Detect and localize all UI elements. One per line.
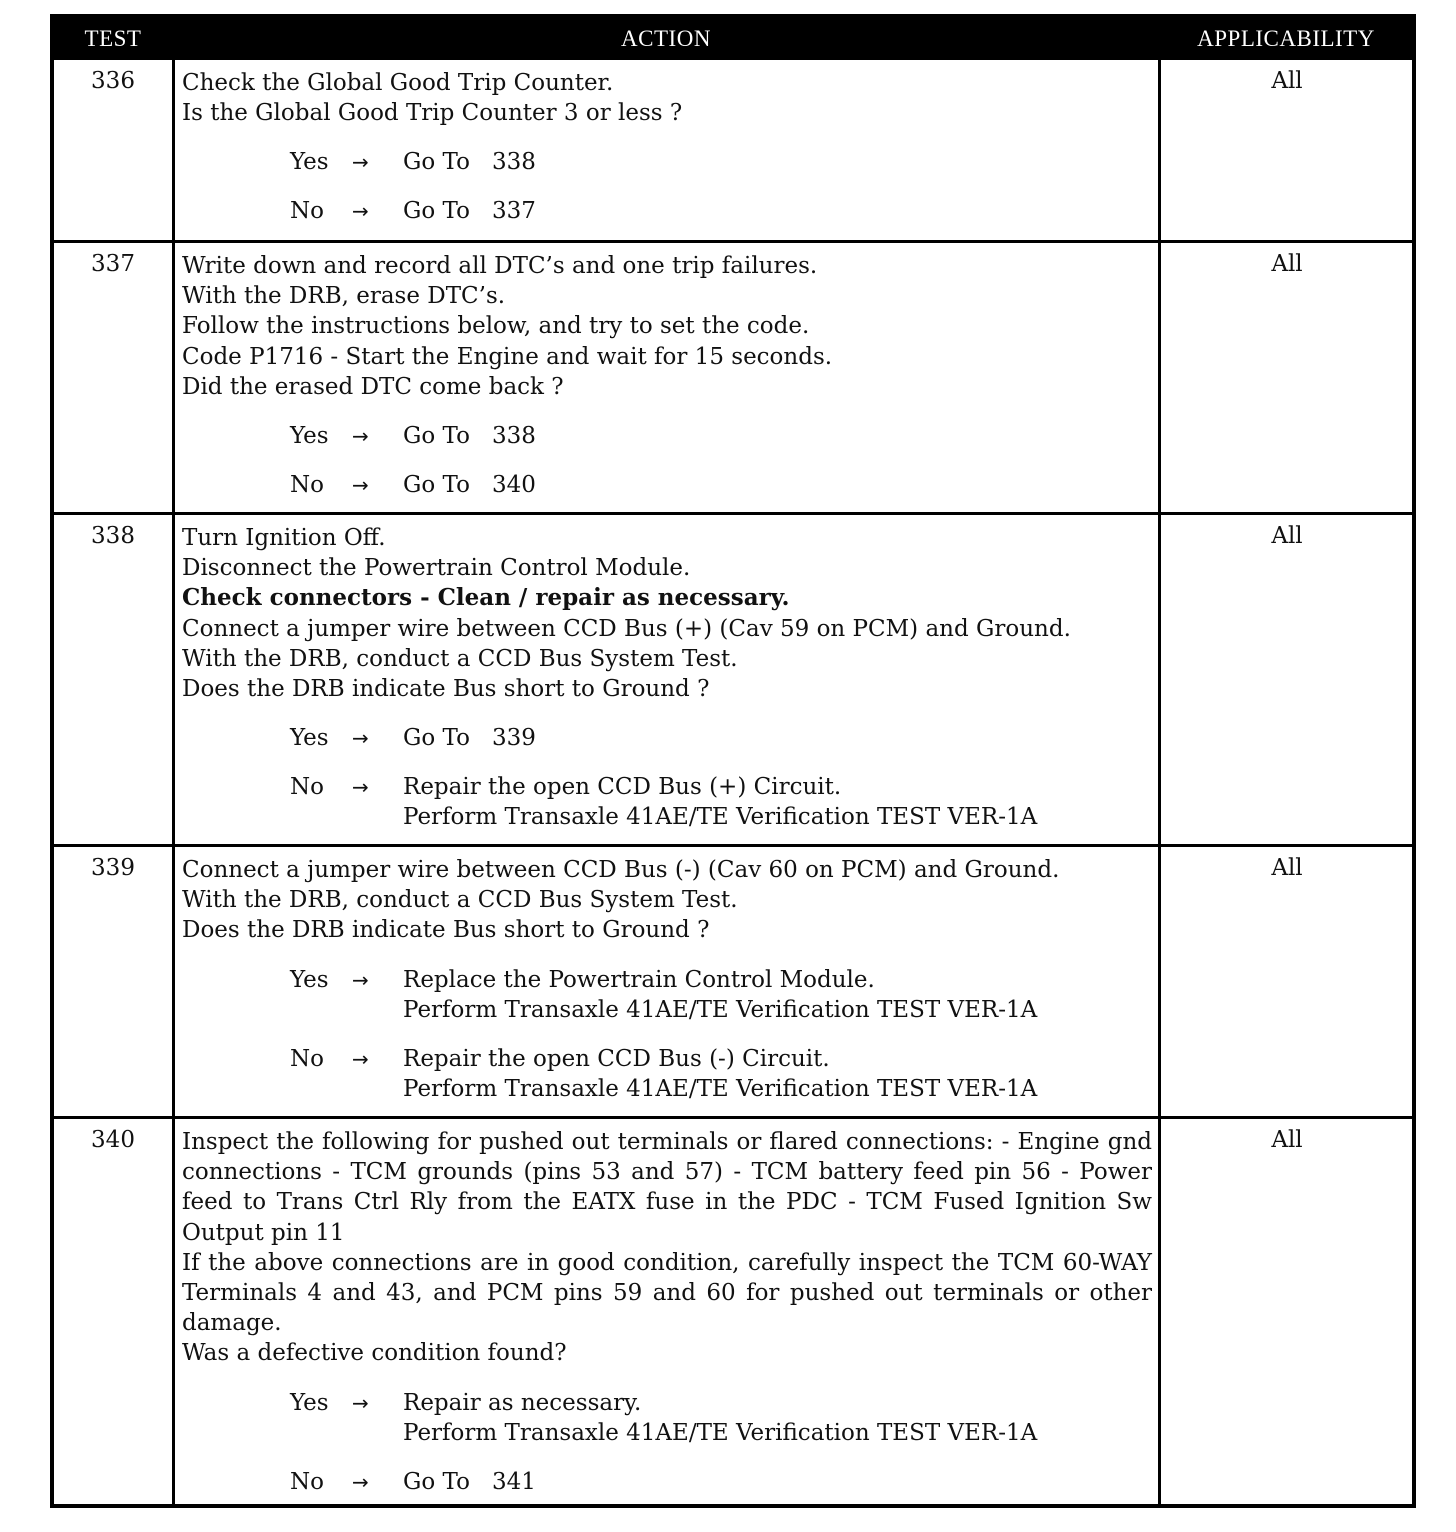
goto-text [403, 421, 536, 451]
action-line: Does the DRB indicate Bus short to Ground ? [182, 917, 710, 944]
action-line: With the DRB, conduct a CCD Bus System Test. [182, 887, 738, 914]
action-line: Was a defective condition found? [182, 1340, 567, 1367]
goto-target: 337 [491, 198, 536, 225]
yes-branch [182, 147, 1152, 177]
applicability-value: All [1271, 523, 1303, 549]
goto-text [403, 470, 536, 500]
action-line: With the DRB, conduct a CCD Bus System Test. [182, 645, 738, 672]
action-line: Follow the instructions below, and try to set the code. [182, 313, 810, 340]
action-cell [182, 68, 1152, 226]
action-cell [182, 251, 1152, 500]
goto-label: Go To [403, 725, 470, 752]
table-header [54, 18, 1412, 60]
no-label: No [290, 1045, 324, 1072]
column-header-action: ACTION [621, 26, 711, 51]
action-cell [182, 523, 1152, 832]
test-number: 340 [91, 1127, 135, 1153]
test-number: 336 [91, 68, 135, 94]
right-arrow-icon: → [352, 199, 369, 224]
table-row-336 [54, 60, 1412, 243]
action-line: Write down and record all DTC’s and one trip failures. [182, 253, 818, 279]
action-line: Connect a jumper wire between CCD Bus (-) (Cav 60 on PCM) and Ground. [182, 857, 1060, 883]
column-divider [172, 60, 175, 1504]
action-line: Code P1716 - Start the Engine and wait for 15 seconds. [182, 343, 833, 370]
no-branch [182, 1467, 1152, 1497]
right-arrow-icon: → [352, 775, 369, 800]
right-arrow-icon: → [352, 967, 369, 992]
right-arrow-icon: → [352, 424, 369, 449]
right-arrow-icon: → [352, 1469, 369, 1494]
yes-branch [182, 1388, 1152, 1448]
action-line: Disconnect the Powertrain Control Module. [182, 555, 691, 582]
yes-label: Yes [290, 149, 329, 176]
branch-text [403, 1388, 1037, 1448]
branch-line: Perform Transaxle 41AE/TE Verification TEST VER-1A [403, 1419, 1038, 1446]
branch-text [403, 1044, 1037, 1104]
goto-label: Go To [403, 1468, 470, 1495]
branch-line: Repair the open CCD Bus (-) Circuit. [403, 1045, 830, 1072]
action-line: Does the DRB indicate Bus short to Ground ? [182, 676, 710, 703]
no-label: No [290, 472, 324, 499]
yes-label: Yes [290, 423, 329, 450]
goto-text [403, 147, 536, 177]
no-branch [182, 470, 1152, 500]
right-arrow-icon: → [352, 150, 369, 175]
action-line: Connect a jumper wire between CCD Bus (+) (Cav 59 on PCM) and Ground. [182, 615, 1071, 642]
action-line: With the DRB, erase DTC’s. [182, 283, 506, 310]
table-row-340 [54, 1119, 1412, 1504]
action-line: Turn Ignition Off. [182, 525, 386, 551]
no-label: No [290, 1468, 324, 1495]
branch-text [403, 772, 1037, 832]
branch-line: Perform Transaxle 41AE/TE Verification TEST VER-1A [403, 996, 1038, 1023]
right-arrow-icon: → [352, 1390, 369, 1415]
goto-label: Go To [403, 423, 470, 450]
goto-label: Go To [403, 198, 470, 225]
branch-text [403, 965, 1037, 1025]
no-label: No [290, 198, 324, 225]
goto-label: Go To [403, 472, 470, 499]
right-arrow-icon: → [352, 1046, 369, 1071]
yes-label: Yes [290, 1389, 329, 1416]
action-paragraph: If the above connections are in good condition, carefully inspect the TCM 60-WAY Terminals 4 and 43, and PCM pins 59 and 60 for pushed out terminals or other damage. [182, 1249, 1152, 1337]
yes-label: Yes [290, 966, 329, 993]
goto-text [403, 196, 536, 226]
right-arrow-icon: → [352, 473, 369, 498]
goto-label: Go To [403, 149, 470, 176]
table-row-339 [54, 847, 1412, 1119]
goto-target: 338 [491, 423, 536, 450]
action-cell [182, 1127, 1152, 1497]
branch-line: Perform Transaxle 41AE/TE Verification TEST VER-1A [403, 1075, 1038, 1102]
action-cell [182, 855, 1152, 1104]
goto-target: 338 [491, 149, 536, 176]
column-divider [1158, 60, 1161, 1504]
applicability-value: All [1271, 251, 1303, 277]
applicability-value: All [1271, 68, 1303, 94]
yes-label: Yes [290, 725, 329, 752]
goto-target: 339 [491, 725, 536, 752]
goto-target: 341 [491, 1468, 536, 1495]
branch-line: Repair the open CCD Bus (+) Circuit. [403, 774, 842, 801]
test-number: 339 [91, 855, 135, 881]
action-line-bold: Check connectors - Clean / repair as necessary. [182, 584, 790, 612]
action-line: Check the Global Good Trip Counter. [182, 70, 614, 96]
branch-line: Repair as necessary. [403, 1389, 642, 1416]
action-paragraph: Inspect the following for pushed out terminals or flared connections: - Engine gnd connections - TCM grounds (pins 53 and 57) - TCM battery feed pin 56 - Power feed to Trans Ctrl Rly from the EATX fuse in the PDC - TCM Fused Ignition Sw Output pin 11 [182, 1129, 1152, 1246]
no-branch [182, 1044, 1152, 1104]
goto-text [403, 723, 536, 753]
applicability-value: All [1271, 1127, 1303, 1153]
no-branch [182, 772, 1152, 832]
no-branch [182, 196, 1152, 226]
test-number: 337 [91, 251, 135, 277]
diagnostic-test-table [50, 14, 1416, 1508]
branch-line: Replace the Powertrain Control Module. [403, 966, 875, 993]
table-row-338 [54, 515, 1412, 847]
yes-branch [182, 723, 1152, 753]
test-number: 338 [91, 523, 135, 549]
column-header-test: TEST [84, 26, 142, 51]
branch-line: Perform Transaxle 41AE/TE Verification TEST VER-1A [403, 804, 1038, 831]
table-row-337 [54, 243, 1412, 515]
action-line: Is the Global Good Trip Counter 3 or less ? [182, 100, 683, 127]
goto-text [403, 1467, 536, 1497]
action-line: Did the erased DTC come back ? [182, 373, 564, 400]
yes-branch [182, 421, 1152, 451]
right-arrow-icon: → [352, 726, 369, 751]
no-label: No [290, 774, 324, 801]
yes-branch [182, 965, 1152, 1025]
column-header-applicability: APPLICABILITY [1197, 26, 1375, 51]
applicability-value: All [1271, 855, 1303, 881]
goto-target: 340 [491, 472, 536, 499]
